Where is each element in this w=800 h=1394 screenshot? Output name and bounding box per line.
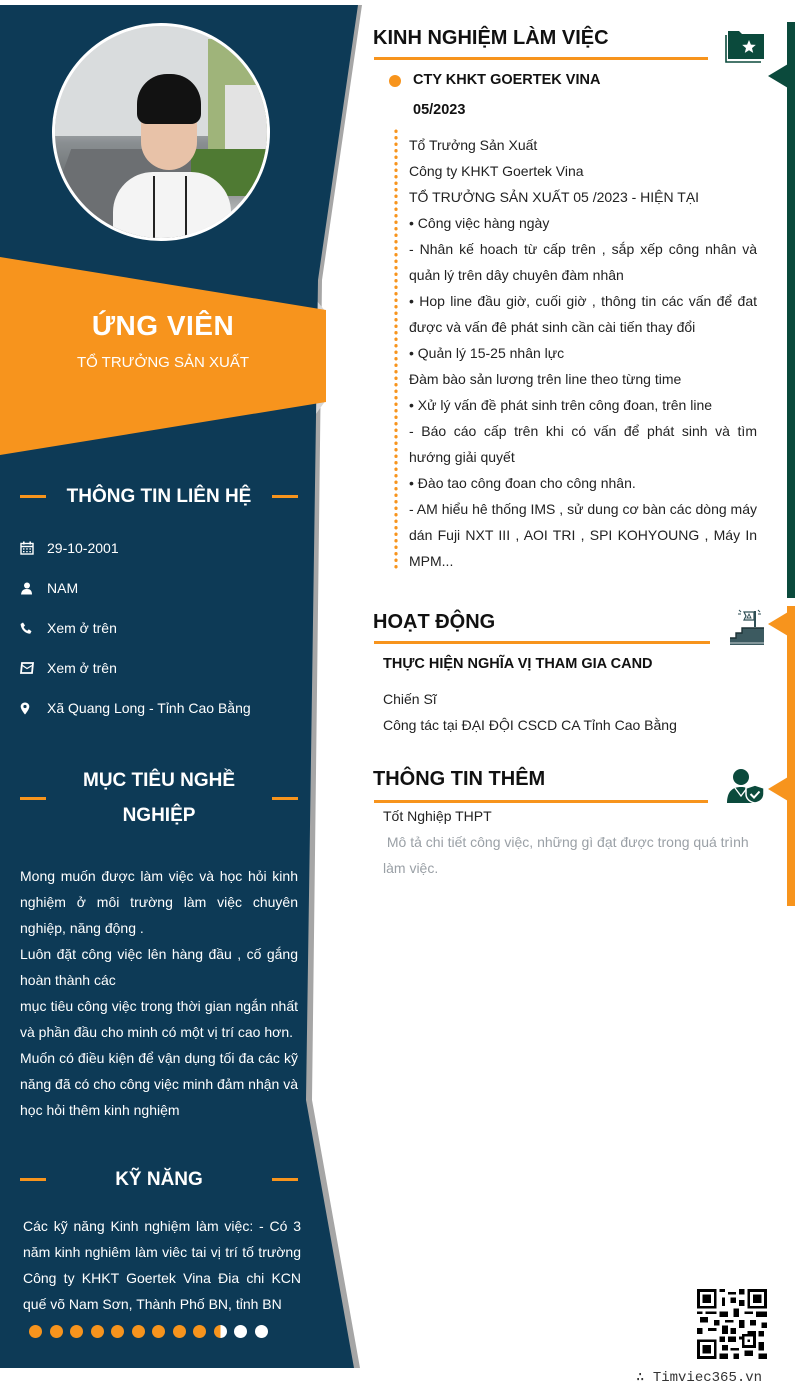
job-line: Đàm bào sản lương trên line theo từng time (409, 371, 682, 387)
heading-accent-left (20, 1178, 46, 1181)
gender-value: NAM (47, 580, 79, 596)
objective-heading-line1: MỤC TIÊU NGHỀ (83, 770, 235, 791)
contact-list (20, 528, 300, 728)
contact-birthdate (20, 528, 300, 568)
skills-heading (20, 1162, 298, 1197)
activities-heading-rule (374, 641, 710, 644)
job-line: Tổ Trưởng Sản Xuất (409, 137, 538, 153)
activity-detail: Công tác tại ĐẠI ĐỘI CSCD CA Tỉnh Cao Bằng (383, 717, 677, 733)
skills-heading-label: KỸ NĂNG (115, 1169, 203, 1190)
job-company: CTY KHKT GOERTEK VINA (413, 72, 601, 88)
contact-address (20, 688, 300, 728)
timeline-line (394, 128, 398, 570)
objective-heading (20, 763, 298, 833)
brand-watermark: ∴ Timviec365.vn (636, 1370, 763, 1386)
heading-accent-left (20, 495, 46, 498)
objective-paragraph: Luôn đặt công việc lên hàng đầu , cố gắng hoàn thành các (20, 946, 298, 988)
contact-email[interactable] (20, 648, 300, 688)
heading-accent-right (272, 495, 298, 498)
additional-headline: Tốt Nghiệp THPT (383, 808, 492, 824)
job-line: Công ty KHKT Goertek Vina (409, 163, 584, 179)
rating-dot-filled (173, 1325, 186, 1338)
job-line: • Xử lý vấn đề phát sinh trên công đoan, trên line (409, 397, 713, 413)
job-line: • Công việc hàng ngày (409, 215, 550, 231)
rating-dot-empty (255, 1325, 268, 1338)
heading-accent-right (272, 797, 298, 800)
skill-rating (29, 1325, 268, 1338)
objective-paragraph: Muốn có điều kiện để vận dụng tối đa các kỹ năng đã có cho công việc minh đảm nhận và học hỏi thêm kinh nghiệm (20, 1050, 298, 1118)
rating-dot-filled (152, 1325, 165, 1338)
podium-flag-icon (728, 609, 766, 652)
job-line: - Nhân kế hoach từ cấp trên , sắp xếp công nhân và quản lý trên dây chuyên đàm nhân (409, 241, 757, 283)
heading-accent-left (20, 797, 46, 800)
job-line: - Báo cáo cấp trên khi có vấn để phát sinh và tìm hướng giải quyết (409, 423, 757, 465)
avatar (52, 23, 270, 241)
experience-heading: KINH NGHIỆM LÀM VIỆC (373, 27, 609, 49)
map-pin-icon (20, 699, 47, 717)
job-description (409, 132, 757, 574)
qr-code-icon (697, 1289, 767, 1359)
calendar-icon (20, 539, 47, 557)
objective-text (20, 863, 298, 1123)
contact-phone[interactable] (20, 608, 300, 648)
rating-dot-half (214, 1325, 227, 1338)
contact-gender (20, 568, 300, 608)
birthdate-value: 29-10-2001 (47, 540, 119, 556)
activities-rail (787, 606, 795, 906)
address-value: Xã Quang Long - Tỉnh Cao Bằng (47, 700, 251, 716)
job-bullet (389, 75, 401, 87)
candidate-title: TỔ TRƯỞNG SẢN XUẤT (76, 354, 250, 371)
activities-rail-pointer (768, 612, 788, 636)
objective-paragraph: Mong muốn được làm việc và học hỏi kinh nghiệm ở môi trường làm việc chuyên nghiệp, năng động . (20, 868, 298, 936)
experience-rail-pointer (768, 64, 788, 88)
job-line: • Hop line đầu giờ, cuối giờ , thông tin các vấn để đat được và vấn đê phát sinh cần cài tiến thay đổi (409, 293, 757, 335)
envelope-icon (20, 659, 47, 677)
skills-text: Các kỹ năng Kinh nghiệm làm việc: - Có 3 năm kinh nghiêm làm viêc tai vị trí tố trường Công ty KHKT Goertek Vina Đia chi KCN quế võ Nam Sơn, Thành Phố BN, tỉnh BN (23, 1218, 301, 1312)
objective-heading-label (46, 763, 272, 833)
rating-dot-filled (29, 1325, 42, 1338)
phone-icon (20, 619, 47, 637)
heading-accent-right (272, 1178, 298, 1181)
rating-dot-filled (111, 1325, 124, 1338)
experience-heading-rule (374, 57, 708, 60)
rating-dot-filled (50, 1325, 63, 1338)
objective-heading-line2: NGHIỆP (122, 805, 196, 826)
contact-heading (20, 479, 298, 514)
email-value: Xem ở trên (47, 660, 117, 676)
contact-heading-label: THÔNG TIN LIÊN HỆ (66, 486, 252, 507)
experience-rail (787, 22, 795, 598)
job-line: • Đào tao công đoan cho công nhân. (409, 475, 636, 491)
phone-value: Xem ở trên (47, 620, 117, 636)
job-line: TỔ TRƯỞNG SẢN XUẤT 05 /2023 - HIỆN TẠI (409, 189, 700, 205)
rating-dot-filled (132, 1325, 145, 1338)
activity-title: THỰC HIỆN NGHĨA VỊ THAM GIA CAND (383, 656, 653, 672)
rating-dot-filled (193, 1325, 206, 1338)
additional-heading: THÔNG TIN THÊM (373, 768, 546, 790)
activities-heading: HOẠT ĐỘNG (373, 611, 496, 633)
candidate-name: ỨNG VIÊN (91, 310, 235, 341)
job-line: - AM hiểu hê thống IMS , sử dung cơ bàn các dòng máy dán Fuji NXT III , AOI TRI , SPI KOHYOUNG , Máy In MPM... (409, 501, 757, 569)
job-date: 05/2023 (413, 102, 466, 118)
activity-role: Chiến Sĩ (383, 691, 437, 707)
rating-dot-empty (234, 1325, 247, 1338)
additional-body (383, 803, 763, 881)
additional-rail-pointer (768, 777, 788, 801)
folder-star-icon (725, 30, 765, 68)
activity-body (383, 686, 677, 738)
objective-paragraph: mục tiêu công việc trong thời gian ngắn nhất và phần đầu cho minh có một vị trí cao hơn. (20, 998, 298, 1040)
job-line: • Quản lý 15-25 nhân lực (409, 345, 565, 361)
additional-description: Mô tả chi tiết công việc, những gì đạt được trong quá trình làm việc. (383, 834, 753, 876)
rating-dot-filled (70, 1325, 83, 1338)
rating-dot-filled (91, 1325, 104, 1338)
user-icon (20, 579, 47, 597)
